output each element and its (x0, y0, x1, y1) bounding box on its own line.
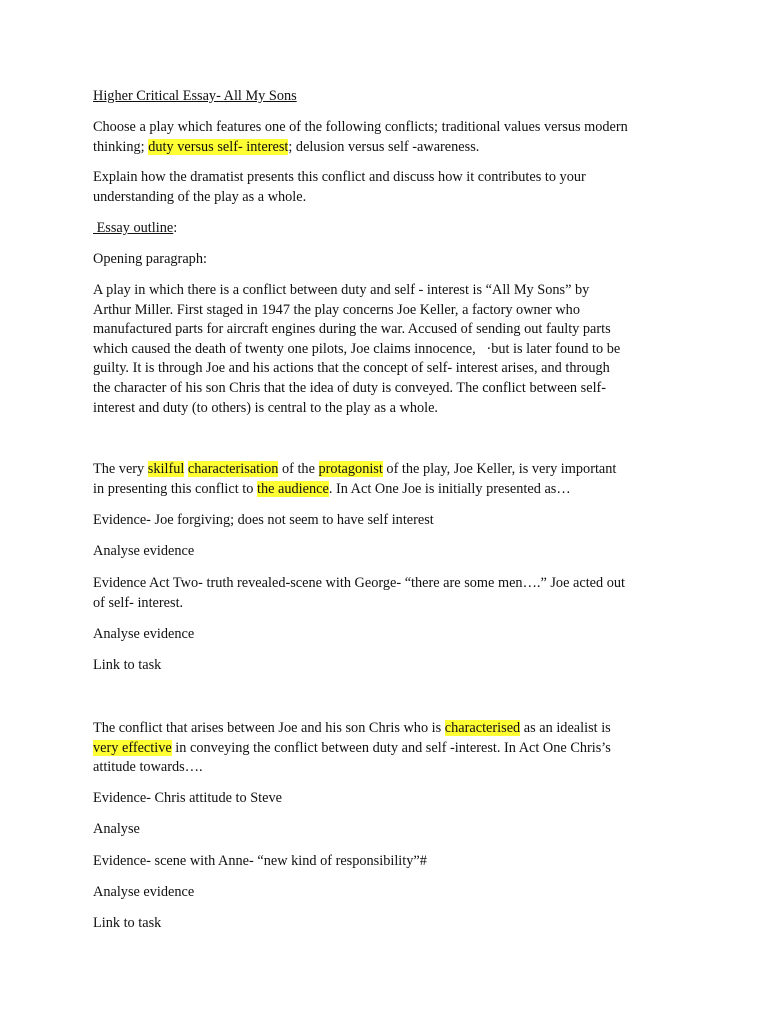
highlight-skilful: skilful (147, 461, 185, 477)
task-line-1: Choose a play which features one of the following conflicts; traditional values versus modern (93, 119, 628, 135)
highlight-duty-versus-self-interest: duty versus self- interest (148, 138, 289, 155)
highlight-protagonist: protagonist (318, 461, 383, 477)
evidence-text: Evidence- Joe forgiving; does not seem to have self interest (93, 512, 434, 528)
opening-label (93, 250, 683, 270)
opening-line: which caused the death of twenty one pilots, Joe claims innocence, ·but is later found to be (93, 340, 621, 357)
evidence-text: of self- interest. (93, 594, 184, 611)
joe-characterisation-paragraph (93, 460, 683, 499)
highlight-characterisation: characterisation (187, 461, 279, 477)
outline-heading (93, 219, 683, 239)
analyse-text: Analyse (93, 821, 140, 837)
section2-analyse-2 (93, 883, 683, 903)
instruction-paragraph (93, 168, 683, 207)
section1-link (93, 656, 683, 676)
instruction-line-2: understanding of the play as a whole. (93, 188, 307, 205)
highlight-the-audience: the audience (257, 480, 329, 497)
para3-text: The conflict that arises between Joe and his son Chris who is (93, 720, 445, 736)
para3-line-1 (93, 719, 683, 739)
opening-line: manufactured parts for aircraft engines during the war. Accused of sending out faulty parts (93, 321, 611, 338)
task-line-2 (93, 138, 683, 158)
analyse-text: Analyse evidence (93, 626, 195, 642)
section1-evidence-1 (93, 511, 683, 531)
section1-analyse-2 (93, 625, 683, 645)
task-text-b: ; delusion versus self -awareness. (288, 138, 480, 155)
section1-evidence-2 (93, 574, 683, 613)
opening-label-text: Opening paragraph: (93, 251, 207, 267)
task-paragraph (93, 118, 683, 157)
document-title (93, 87, 683, 107)
highlight-very-effective: very effective (93, 739, 172, 756)
analyse-text: Analyse evidence (93, 543, 195, 559)
link-to-task-text: Link to task (93, 915, 162, 931)
para2-text: of the play, Joe Keller, is very important (382, 461, 617, 477)
outline-heading-text: Essay outline (93, 220, 174, 236)
outline-heading-colon: : (173, 220, 178, 236)
opening-line: Arthur Miller. First staged in 1947 the play concerns Joe Keller, a factory owner who (93, 301, 580, 318)
para2-text: The very (93, 461, 148, 477)
opening-line: A play in which there is a conflict between duty and self - interest is “All My Sons” by (93, 282, 590, 298)
section2-analyse-1 (93, 820, 683, 840)
section2-link (93, 914, 683, 934)
para3-line-3: attitude towards…. (93, 759, 203, 776)
evidence-text: Evidence- scene with Anne- “new kind of responsibility”# (93, 853, 427, 869)
opening-paragraph (93, 281, 683, 418)
para2-text: in presenting this conflict to (93, 480, 257, 497)
chris-conflict-paragraph (93, 719, 683, 778)
task-text-a: thinking; (93, 138, 149, 155)
opening-line: the character of his son Chris that the idea of duty is conveyed. The conflict between self- (93, 379, 607, 396)
section2-evidence-2 (93, 852, 683, 872)
para2-text: . In Act One Joe is initially presented as… (328, 480, 571, 497)
title-text: Higher Critical Essay- All My Sons (93, 88, 297, 104)
highlight-characterised: characterised (444, 720, 521, 736)
link-to-task-text: Link to task (93, 657, 162, 673)
para3-text: in conveying the conflict between duty and self -interest. In Act One Chris’s (171, 739, 611, 756)
instruction-line-1: Explain how the dramatist presents this conflict and discuss how it contributes to your (93, 169, 586, 185)
evidence-text: Evidence- Chris attitude to Steve (93, 790, 282, 806)
opening-line: guilty. It is through Joe and his actions that the concept of self- interest arises, and through (93, 360, 610, 377)
analyse-text: Analyse evidence (93, 884, 195, 900)
section2-evidence-1 (93, 789, 683, 809)
para2-line-1 (93, 460, 683, 480)
opening-line: interest and duty (to others) is central to the play as a whole. (93, 399, 439, 416)
para2-line-2 (93, 480, 683, 500)
evidence-text: Evidence Act Two- truth revealed-scene with George- “there are some men….” Joe acted out (93, 575, 625, 591)
para2-text: of the (278, 461, 319, 477)
section1-analyse-1 (93, 542, 683, 562)
para3-text: as an idealist is (520, 720, 611, 736)
para3-line-2 (93, 739, 683, 759)
